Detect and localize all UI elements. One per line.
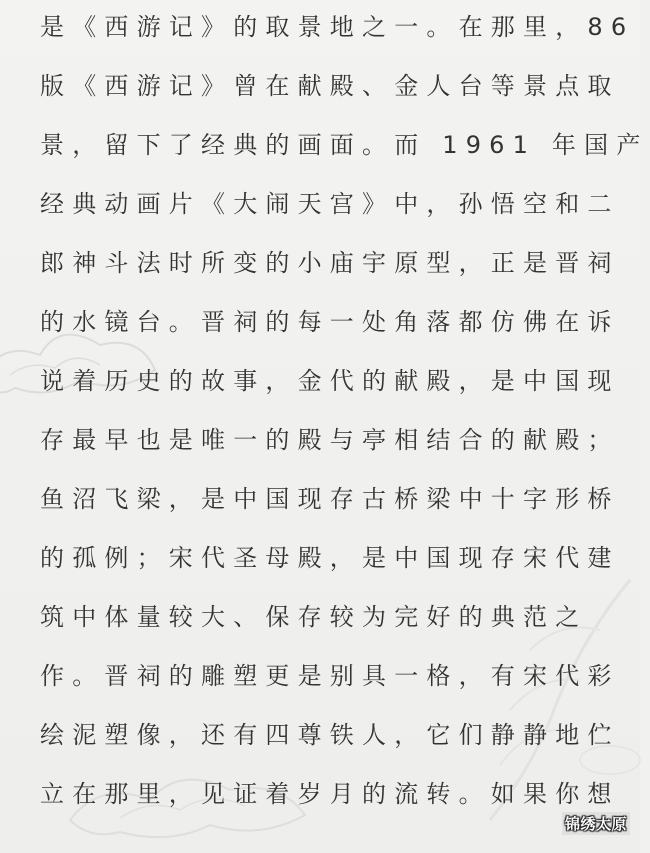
article-line: 版《西游记》曾在献殿、金人台等景点取	[40, 72, 620, 100]
article-line: 说着历史的故事，金代的献殿，是中国现	[40, 367, 620, 395]
article-line: 是《西游记》的取景地之一。在那里，86	[40, 13, 635, 41]
article-line: 存最早也是唯一的殿与亭相结合的献殿；	[40, 426, 620, 454]
article-line: 景，留下了经典的画面。而 1961 年国产	[40, 131, 649, 159]
article-line: 筑中体量较大、保存较为完好的典范之	[40, 603, 588, 631]
article-line-partial: 立在那里，见证着岁月的流转。如果你想	[40, 780, 620, 808]
article-line: 的水镜台。晋祠的每一处角落都仿佛在诉	[40, 308, 620, 336]
article-line: 鱼沼飞梁，是中国现存古桥梁中十字形桥	[40, 485, 620, 513]
article-body	[40, 0, 649, 808]
article-line: 作。晋祠的雕塑更是别具一格，有宋代彩	[40, 662, 620, 690]
article-line: 郎神斗法时所变的小庙宇原型，正是晋祠	[40, 249, 620, 277]
article-line: 的孤例；宋代圣母殿，是中国现存宋代建	[40, 544, 620, 572]
article-line: 绘泥塑像，还有四尊铁人，它们静静地伫	[40, 721, 620, 749]
source-watermark: 锦绣太原	[562, 812, 630, 835]
article-line: 经典动画片《大闹天宫》中，孙悟空和二	[40, 190, 620, 218]
